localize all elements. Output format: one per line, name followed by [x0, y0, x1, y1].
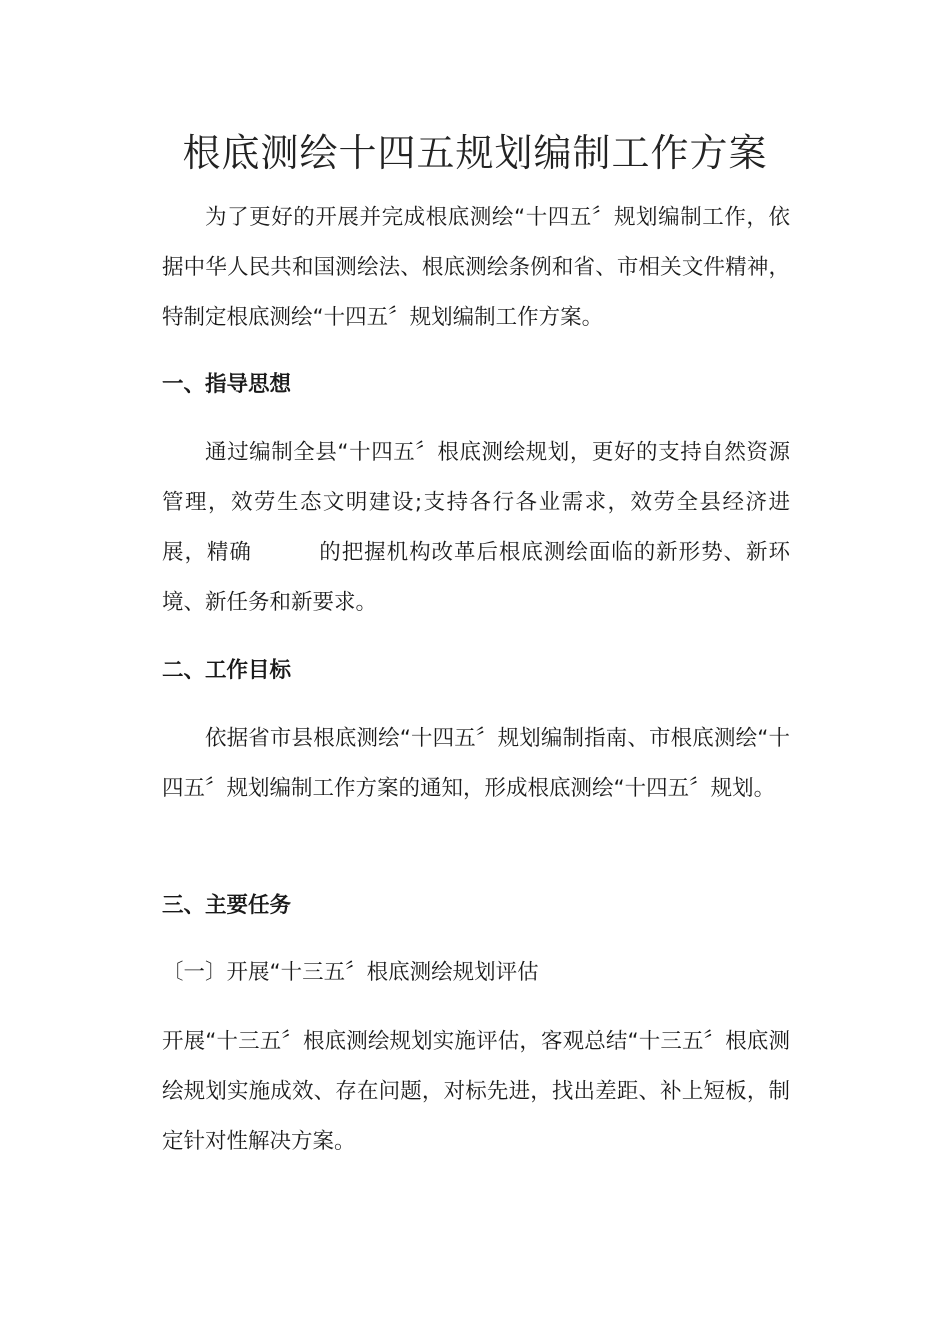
section-heading-guiding-ideology: 一、指导思想 — [162, 372, 292, 397]
section-body-work-objectives: 依据省市县根底测绘“十四五〞规划编制指南、市根底测绘“十四五〞规划编制工作方案的通知，形成根底测绘“十四五〞规划。 — [162, 726, 790, 801]
section-heading-main-tasks: 三、主要任务 — [162, 893, 292, 918]
section-body-guiding-ideology: 通过编制全县“十四五〞根底测绘规划，更好的支持自然资源管理，效劳生态文明建设;支持各行各业需求，效劳全县经济进展，精确 的把握机构改革后根底测绘面临的新形势、新环境、新任务和新要求。 — [162, 440, 790, 615]
subsection-body-evaluation: 开展“十三五〞根底测绘规划实施评估，客观总结“十三五〞根底测绘规划实施成效、存在问题，对标先进，找出差距、补上短板，制定针对性解决方案。 — [162, 1029, 790, 1154]
subsection-heading-evaluation: 〔一〕开展“十三五〞根底测绘规划评估 — [162, 960, 539, 985]
document-title: 根底测绘十四五规划编制工作方案 — [182, 131, 768, 175]
section-heading-work-objectives: 二、工作目标 — [162, 658, 292, 683]
intro-paragraph: 为了更好的开展并完成根底测绘“十四五〞规划编制工作，依据中华人民共和国测绘法、根底测绘条例和省、市相关文件精神，特制定根底测绘“十四五〞规划编制工作方案。 — [162, 205, 790, 330]
